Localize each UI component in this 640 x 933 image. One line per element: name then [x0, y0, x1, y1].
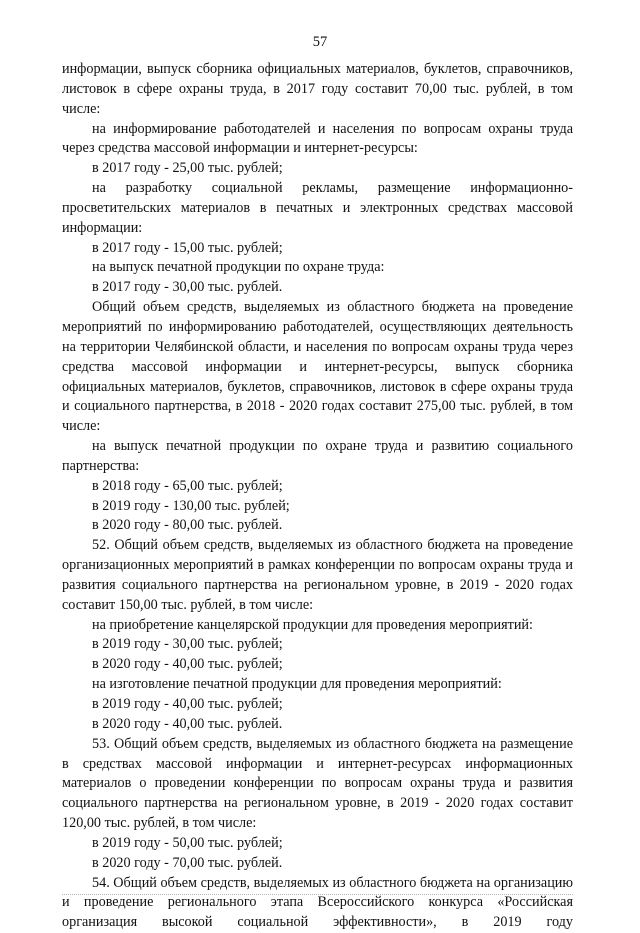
- paragraph: 54. Общий объем средств, выделяемых из областного бюджета на организацию и проведение регионального этапа Всероссийского конкурса «Российская организация высокой социальной эффективности», в 2019 году: [62, 874, 573, 931]
- paragraph: в 2019 году - 130,00 тыс. рублей;: [92, 497, 290, 514]
- paragraph: в 2017 году - 30,00 тыс. рублей.: [92, 279, 283, 296]
- paragraph: в 2020 году - 70,00 тыс. рублей.: [92, 854, 283, 871]
- paragraph: в 2019 году - 30,00 тыс. рублей;: [92, 636, 283, 653]
- paragraph: Общий объем средств, выделяемых из областного бюджета на проведение мероприятий по информированию работодателей, осуществляющих деятельность на территории Челябинской области, и населения по вопросам охраны труда через средства массовой информации и интернет-ресурсы, выпуск сборника официальных материалов, буклетов, справочников, листовок в сфере охраны труда и социального партнерства, в 2018 - 2020 годах составит 275,00 тыс. рублей, в том числе:: [62, 299, 573, 435]
- paragraph: в 2020 году - 80,00 тыс. рублей.: [92, 517, 283, 534]
- paragraph: информации, выпуск сборника официальных материалов, буклетов, справочников, листовок в сфере охраны труда, в 2017 году составит 70,00 тыс. рублей, в том числе:: [62, 61, 573, 117]
- paragraph: на разработку социальной рекламы, размещение информационно-просветительских материалов в печатных и электронных средствах массовой информации:: [62, 180, 573, 236]
- page-bottom-edge: [62, 894, 573, 895]
- paragraph: 52. Общий объем средств, выделяемых из областного бюджета на проведение организационных мероприятий в рамках конференции по вопросам охраны труда и развития социального партнерства на региональном уровне, в 2019 - 2020 годах составит 150,00 тыс. рублей, в том числе:: [62, 537, 573, 613]
- paragraph: в 2019 году - 50,00 тыс. рублей;: [92, 834, 283, 851]
- paragraph: в 2020 году - 40,00 тыс. рублей.: [92, 715, 283, 732]
- paragraph: на выпуск печатной продукции по охране труда и развитию социального партнерства:: [62, 438, 573, 474]
- page-number: 57: [312, 34, 328, 50]
- paragraph: на изготовление печатной продукции для проведения мероприятий:: [92, 676, 502, 693]
- paragraph: 53. Общий объем средств, выделяемых из областного бюджета на размещение в средствах массовой информации и интернет-ресурсах информационных материалов о проведении конференции по вопросам охраны труда и развития социального партнерства на региональном уровне, в 2019 - 2020 годах составит 120,00 тыс. рублей, в том числе:: [62, 735, 573, 832]
- paragraph: в 2017 году - 25,00 тыс. рублей;: [92, 160, 283, 177]
- paragraph: в 2018 году - 65,00 тыс. рублей;: [92, 477, 283, 494]
- paragraph: на информирование работодателей и населения по вопросам охраны труда через средства массовой информации и интернет-ресурсы:: [62, 120, 573, 157]
- paragraph: на приобретение канцелярской продукции для проведения мероприятий:: [92, 616, 533, 633]
- paragraph: в 2019 году - 40,00 тыс. рублей;: [92, 696, 283, 712]
- paragraph: в 2020 году - 40,00 тыс. рублей;: [92, 656, 283, 673]
- paragraph: в 2017 году - 15,00 тыс. рублей;: [92, 239, 283, 256]
- document-body: [62, 60, 573, 933]
- paragraph: на выпуск печатной продукции по охране труда:: [92, 259, 385, 276]
